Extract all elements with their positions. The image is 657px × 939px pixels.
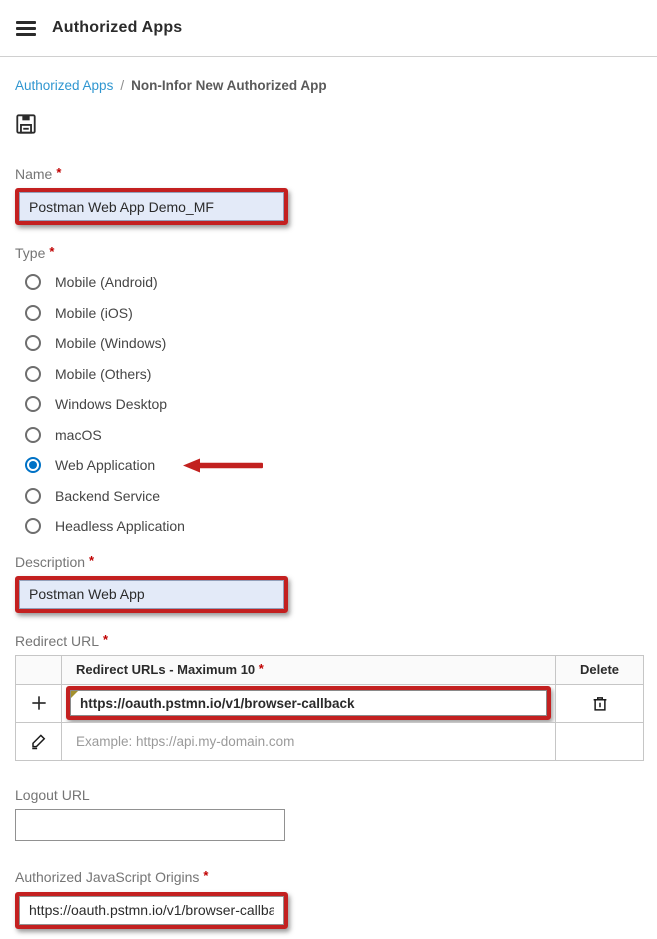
annotation-arrow [183, 458, 263, 473]
redirect-url-input-new[interactable] [66, 726, 551, 756]
hamburger-menu-icon[interactable] [16, 18, 36, 39]
annotation-box-js-origins [15, 892, 288, 929]
trash-icon [591, 694, 609, 713]
save-floppy-icon [15, 113, 37, 135]
table-row-url-new [16, 722, 644, 760]
js-origins-label: Authorized JavaScript Origins * [15, 867, 209, 885]
table-header-icon-column [16, 655, 62, 684]
radio-label: Web Application [55, 457, 156, 474]
page-title: Authorized Apps [52, 19, 183, 36]
radio-option-windows-desktop[interactable] [15, 389, 642, 420]
edit-row-button[interactable] [28, 730, 50, 752]
type-label: Type * [15, 244, 55, 261]
radio-option-macos[interactable] [15, 420, 642, 451]
required-asterisk: * [203, 867, 209, 883]
breadcrumb [15, 78, 642, 93]
radio-label: Backend Service [55, 487, 161, 504]
radio-label: Windows Desktop [55, 396, 168, 413]
radio-option-mobile-windows[interactable] [15, 328, 642, 359]
radio-label: Headless Application [55, 518, 185, 535]
description-input[interactable] [19, 580, 284, 609]
logout-url-label: Logout URL [15, 786, 90, 803]
radio-circle[interactable] [25, 427, 41, 443]
radio-label: Mobile (Others) [55, 365, 152, 382]
delete-row-button[interactable] [589, 692, 611, 715]
annotation-box-description [15, 576, 288, 613]
description-label: Description * [15, 552, 95, 570]
name-label: Name * [15, 165, 62, 182]
save-button[interactable] [15, 113, 37, 135]
radio-circle[interactable] [25, 366, 41, 382]
plus-icon [29, 693, 49, 713]
required-asterisk: * [258, 661, 264, 676]
radio-option-headless-application[interactable] [15, 511, 642, 542]
radio-option-backend-service[interactable] [15, 481, 642, 512]
radio-circle[interactable] [25, 488, 41, 504]
radio-circle[interactable] [25, 457, 41, 473]
annotation-box-name [15, 188, 288, 225]
radio-circle[interactable] [25, 396, 41, 412]
breadcrumb-current: Non-Infor New Authorized App [131, 78, 327, 93]
radio-circle[interactable] [25, 274, 41, 290]
app-header [0, 0, 657, 57]
js-origins-input[interactable] [19, 896, 284, 925]
redirect-url-table [15, 655, 644, 761]
radio-circle[interactable] [25, 335, 41, 351]
required-asterisk: * [103, 631, 109, 647]
required-asterisk: * [49, 244, 55, 259]
redirect-url-label: Redirect URL * [15, 631, 109, 649]
add-row-button[interactable] [27, 691, 51, 715]
radio-label: macOS [55, 426, 102, 443]
name-input[interactable] [19, 192, 284, 221]
radio-option-web-application[interactable] [15, 450, 642, 481]
radio-circle[interactable] [25, 518, 41, 534]
radio-label: Mobile (Android) [55, 274, 158, 291]
table-row-url-1 [16, 684, 644, 722]
logout-url-input[interactable] [15, 809, 285, 841]
table-header-delete-column: Delete [556, 655, 644, 684]
table-header-row [16, 655, 644, 684]
radio-circle[interactable] [25, 305, 41, 321]
radio-option-mobile-others[interactable] [15, 359, 642, 390]
redirect-url-input-1[interactable] [70, 690, 547, 716]
breadcrumb-separator: / [120, 78, 125, 93]
required-asterisk: * [56, 165, 62, 180]
type-radio-group [15, 267, 642, 542]
radio-label: Mobile (iOS) [55, 304, 133, 321]
breadcrumb-link-authorized-apps[interactable]: Authorized Apps [15, 78, 114, 93]
required-asterisk: * [89, 552, 95, 568]
radio-option-mobile-ios[interactable] [15, 298, 642, 329]
radio-label: Mobile (Windows) [55, 335, 167, 352]
radio-option-mobile-android[interactable] [15, 267, 642, 298]
annotation-box-redirect-url [66, 686, 551, 720]
form-content [0, 78, 657, 939]
table-header-url-column: Redirect URLs - Maximum 10 * [62, 655, 556, 684]
pencil-icon [30, 732, 48, 750]
dirty-cell-indicator [71, 691, 78, 698]
